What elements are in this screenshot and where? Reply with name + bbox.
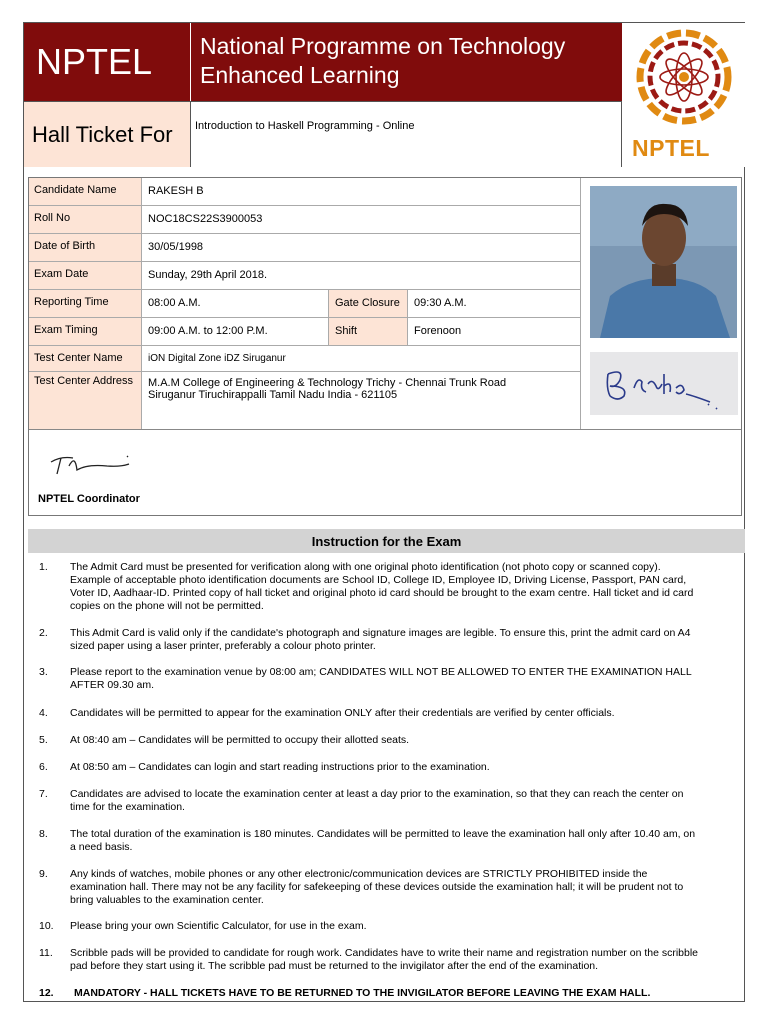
exam-date-value: Sunday, 29th April 2018. <box>148 269 268 281</box>
reporting-time-label: Reporting Time <box>29 290 142 317</box>
candidate-photo-image <box>590 186 737 338</box>
candidate-name-value: RAKESH B <box>148 185 204 197</box>
exam-date-label: Exam Date <box>29 262 142 289</box>
address-line2: Siruganur Tiruchirappalli Tamil Nadu India - 621105 <box>148 389 398 401</box>
candidate-name-label: Candidate Name <box>29 178 142 205</box>
row-candidate-name <box>29 178 581 206</box>
test-center-name-value: iON Digital Zone iDZ Siruganur <box>148 353 286 364</box>
shift-label: Shift <box>328 318 408 345</box>
row-roll-no <box>29 206 581 234</box>
candidate-photo <box>590 186 737 338</box>
instructions-heading: Instruction for the Exam <box>28 529 745 553</box>
row-exam-date <box>29 262 581 290</box>
row-test-center-name <box>29 346 581 372</box>
exam-timing-label: Exam Timing <box>29 318 142 345</box>
dob-label: Date of Birth <box>29 234 142 261</box>
row-exam-timing <box>29 318 581 346</box>
header <box>24 23 746 167</box>
gate-closure-value: 09:30 A.M. <box>414 297 467 309</box>
hall-ticket-label: Hall Ticket For <box>24 101 191 167</box>
roll-no-value: NOC18CS22S3900053 <box>148 213 263 225</box>
signature-icon <box>590 352 738 415</box>
test-center-address-value <box>142 372 506 429</box>
test-center-address-label: Test Center Address <box>29 372 142 429</box>
shift-value: Forenoon <box>414 325 462 337</box>
coordinator-section <box>29 429 741 515</box>
row-test-center-address <box>29 372 581 429</box>
address-line1: M.A.M College of Engineering & Technology Trichy - Chennai Trunk Road <box>148 377 507 389</box>
exam-timing-value: 09:00 A.M. to 12:00 P.M. <box>148 325 268 337</box>
brand-logo-text: NPTEL <box>24 23 191 101</box>
dob-value: 30/05/1998 <box>148 241 204 253</box>
candidate-signature <box>590 352 738 415</box>
row-dob <box>29 234 581 262</box>
roll-no-label: Roll No <box>29 206 142 233</box>
program-title <box>191 23 622 101</box>
program-title-line1: National Programme on Technology <box>200 33 566 59</box>
program-title-line2: Enhanced Learning <box>200 62 400 88</box>
course-name: Introduction to Haskell Programming - Online <box>191 101 622 167</box>
coordinator-label: NPTEL Coordinator <box>38 493 140 505</box>
candidate-details <box>28 177 742 516</box>
nptel-emblem <box>622 23 746 167</box>
reporting-time-value: 08:00 A.M. <box>148 297 201 309</box>
gate-closure-label: Gate Closure <box>328 290 408 317</box>
emblem-text: NPTEL <box>632 135 710 161</box>
emblem-icon <box>628 25 740 133</box>
test-center-name-label: Test Center Name <box>29 346 142 371</box>
hall-ticket: NPTEL National Programme on Technology Enhanced Learning Hall Ticket For Introduction to Haskell Programming - Online NPTEL Candidate Name RAKESH B Roll No NOC18CS22S3900053 Date of Birth 30/05/1998 Exam Date Sunday, 29th April 2018. Reporting Time 08:00 A.M. Gate Closure 09:30 A.M. Exam Timing 09:00 A.M. to 12:00 P.M. Shift Forenoon Test Center Name iON Digital Zone iDZ Siruganur Test Center Address M.A.M College of Engineering & Technology Trichy - Chennai Trunk Road Siruganur Tiruchirappalli Tamil Nadu India - 621105 NPTEL Coordinator Instruction for the Exam 1. The Admit Card must be presented for verification along with one original photo identification (not photo copy or scanned copy). Example of acceptable photo identification documents are School ID, College ID, Employee ID, Driving License, Passport, PAN card, Voter ID, Aadhaar-ID. Printed copy of hall ticket and original photo id card should be brought to the exam centre. Hall ticket and id card copies on the phone will not be permitted. 2. This Admit Card is valid only if the candidate's photograph and signature images are legible. To ensure this, print the admit card on A4 sized paper using a laser printer, preferably a colour photo printer. 3. Please report to the examination venue by 08:00 am; CANDIDATES WILL NOT BE ALLOWED TO ENTER THE EXAMINATION HALL AFTER 09.30 am. 4. Candidates will be permitted to appear for the examination ONLY after their credentials are verified by center officials. 5. At 08:40 am – Candidates will be permitted to occupy their allotted seats. 6. At 08:50 am – Candidates can login and start reading instructions prior to the examination. 7. Candidates are advised to locate the examination center at least a day prior to the examination, so that they can reach the center on time for the examination. 8. The total duration of the examination is 180 minutes. Candidates will be permitted to leave the examination hall only after 10.40 am, on a need basis. 9. Any kinds of watches, mobile phones or any other electronic/communication devices are STRICTLY PROHIBITED inside the examination hall. There may not be any facility for safekeeping of these devices outside the examination hall; it will be prudent not to bring valuables to the examination center. 10. Please bring your own Scientific Calculator, for use in the exam. 11. Scribble pads will be provided to candidate for rough work. Candidates have to write their name and registration number on the scribble pad before they start using it. The scribble pad must be returned to the invigilator after the end of the examination. 12. MANDATORY - HALL TICKETS HAVE TO BE RETURNED TO THE INVIGILATOR BEFORE LEAVING THE EXAM HALL. <box>23 22 745 1002</box>
coordinator-signature-icon <box>47 448 137 478</box>
row-reporting-time <box>29 290 581 318</box>
